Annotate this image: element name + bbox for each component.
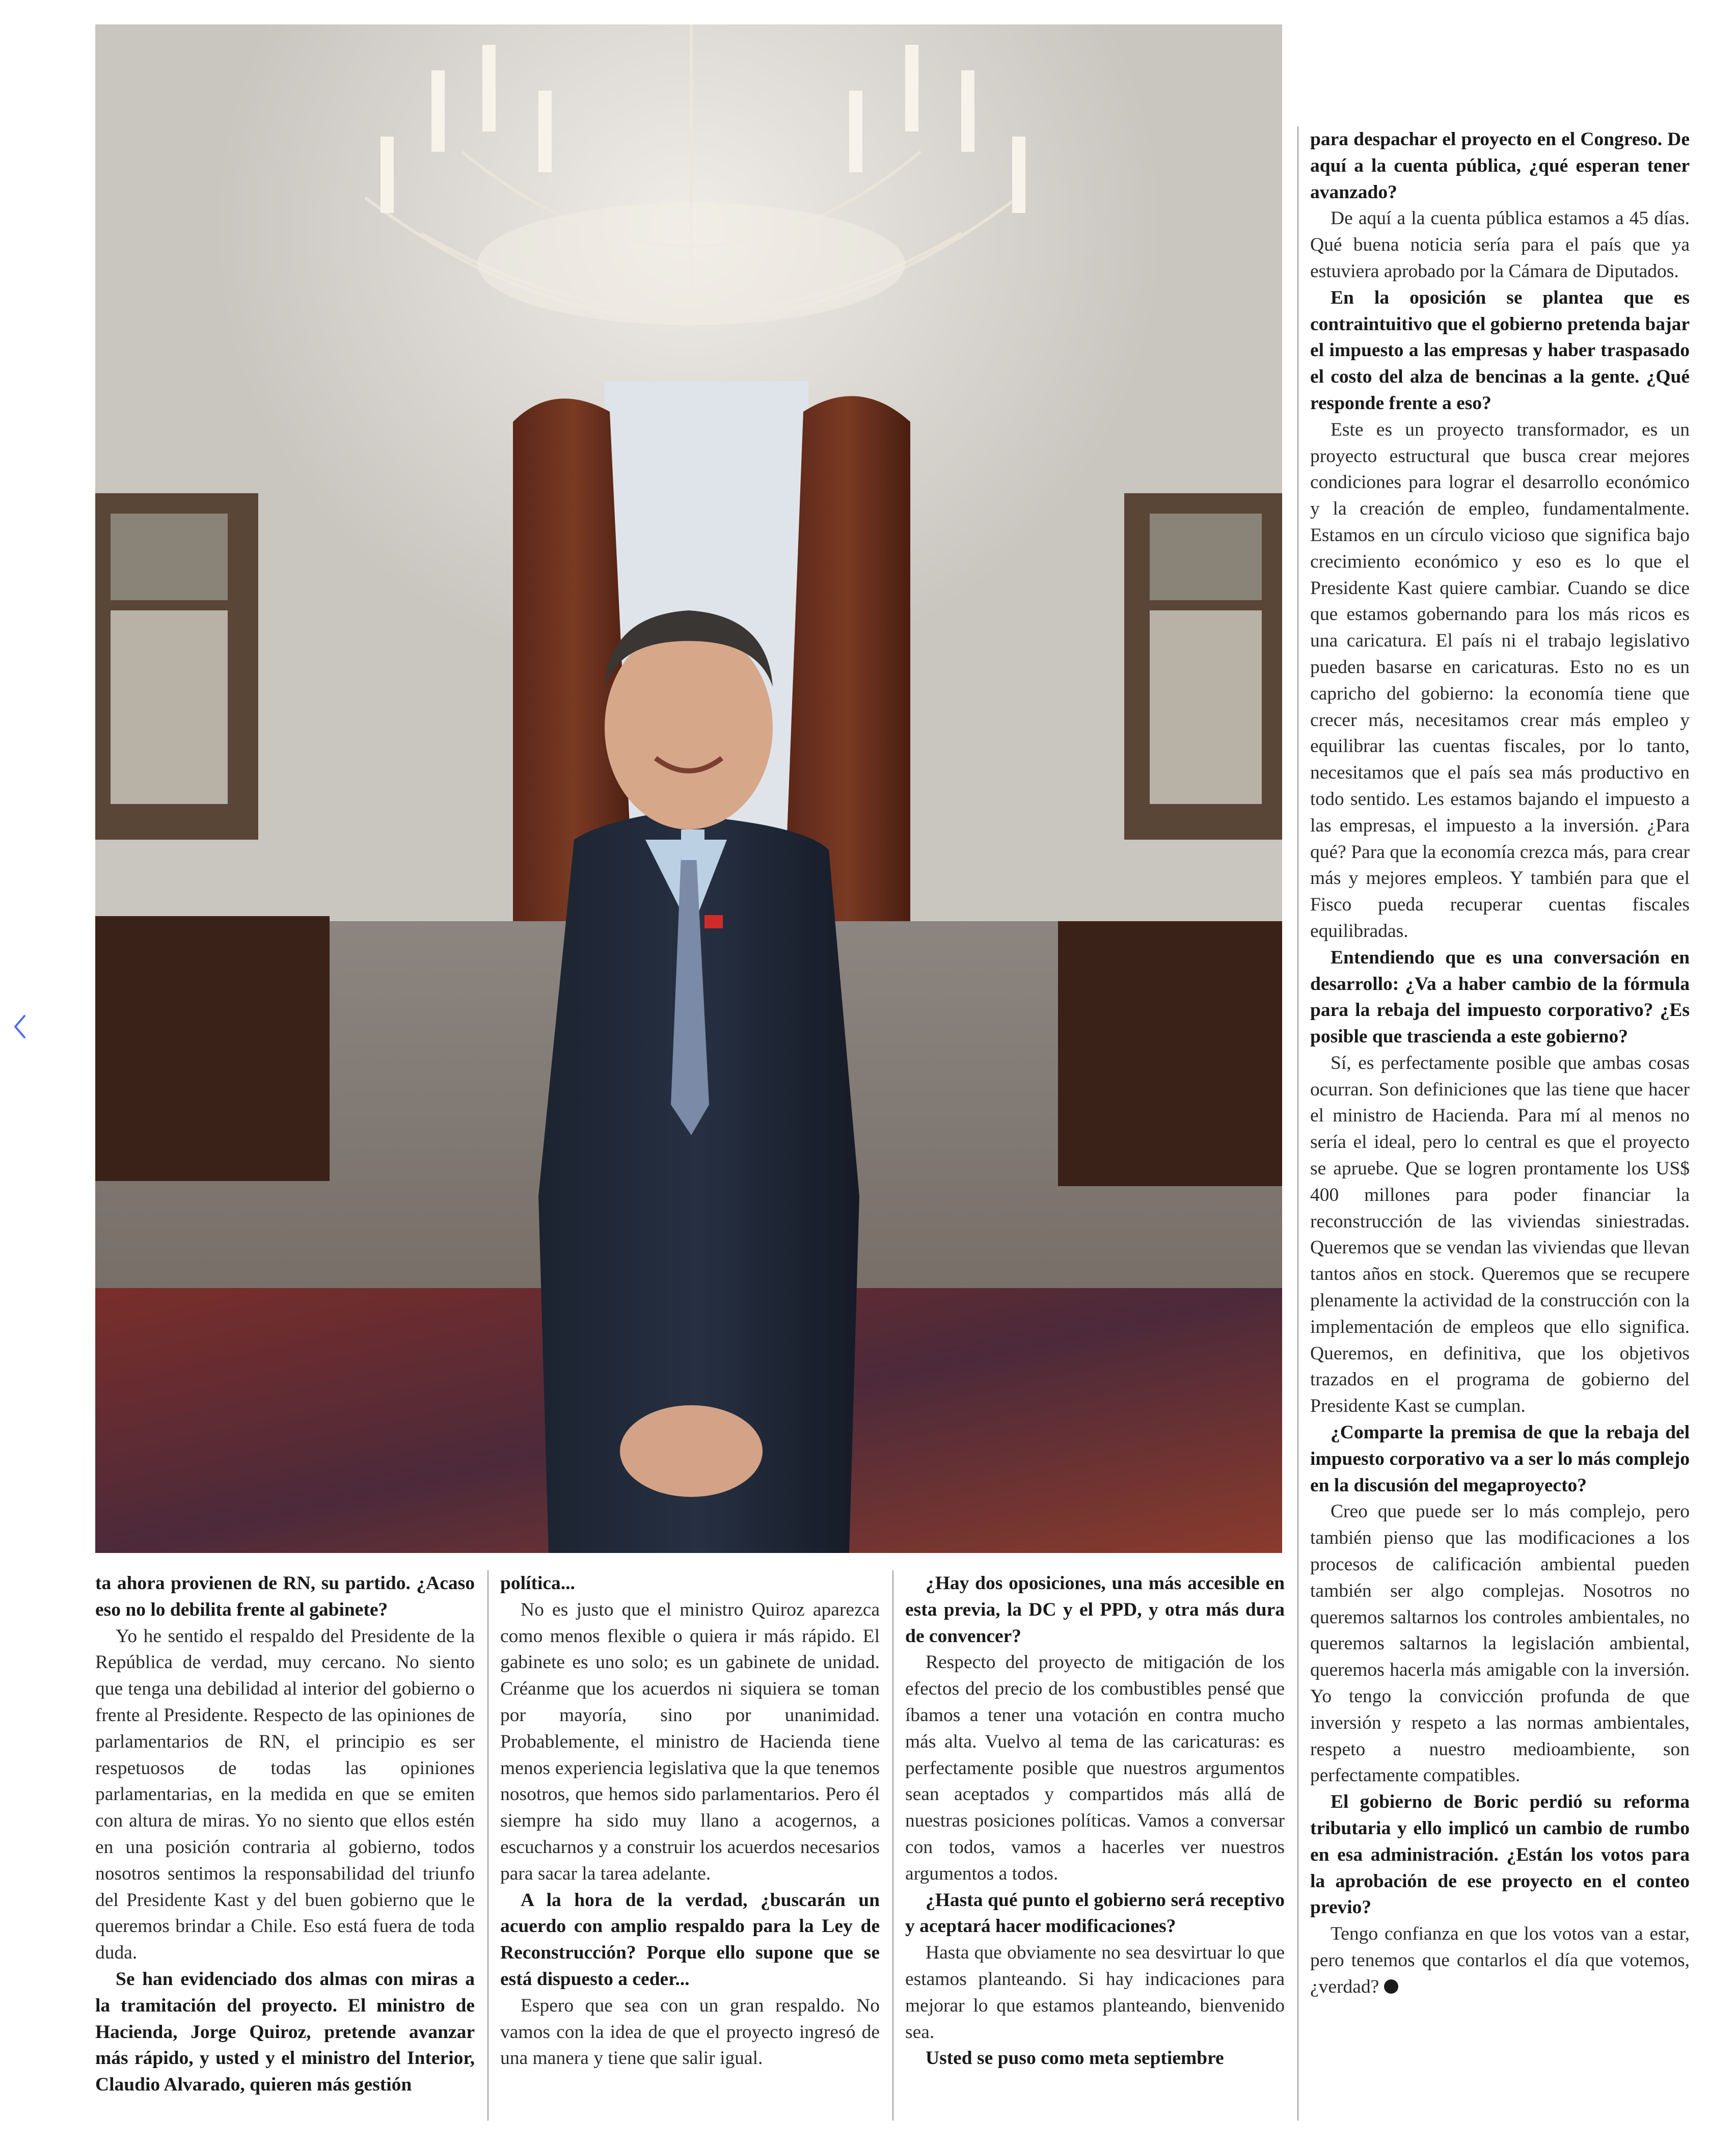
- photo-illustration: [95, 24, 1282, 1553]
- text-column-3: [905, 1570, 1285, 2072]
- answer-paragraph: Respecto del proyecto de mitigación de los efectos del precio de los combustibles pensé que íbamos a tener una votación en contra mucho más alta. Vuelvo al tema de las caricaturas: es perfectamente posible que nuestros argumentos sean aceptados y compartidos más allá de nuestras posiciones políticas. Vamos a conversar con todos, vamos a hacerles ver nuestros argumentos a todos.: [905, 1652, 1285, 1884]
- text-column-1: [95, 1570, 475, 2098]
- answer-paragraph: Espero que sea con un gran respaldo. No vamos con la idea de que el proyecto ingresó de una manera y tiene que salir igual.: [500, 1995, 880, 2069]
- question-paragraph: En la oposición se plantea que es contraintuitivo que el gobierno pretenda bajar el impuesto a las empresas y haber traspasado el costo del alza de bencinas a la gente. ¿Qué responde frente a eso?: [1310, 287, 1690, 414]
- column-rule: [487, 1570, 489, 2121]
- question-paragraph: A la hora de la verdad, ¿buscarán un acuerdo con amplio respaldo para la Ley de Reconstrucción? Porque ello supone que se está dispuesto a ceder...: [500, 1889, 880, 1990]
- column-rule: [1297, 126, 1298, 2121]
- question-paragraph: Se han evidenciado dos almas con miras a la tramitación del proyecto. El ministro de Hacienda, Jorge Quiroz, pretende avanzar más rápido, y usted y el ministro del Interior, Claudio Alvarado, quieren más gestión: [95, 1968, 475, 2096]
- answer-paragraph: De aquí a la cuenta pública estamos a 45 días. Qué buena noticia sería para el país que ya estuviera aprobado por la Cámara de Diputados.: [1310, 208, 1690, 282]
- previous-page-button[interactable]: [7, 1006, 33, 1047]
- bullet-end-icon: [1384, 1979, 1398, 1994]
- answer-paragraph: Hasta que obviamente no sea desvirtuar lo que estamos planteando. Si hay indicaciones para mejorar lo que estamos planteando, bienvenido sea.: [905, 1942, 1285, 2043]
- question-paragraph: ta ahora provienen de RN, su partido. ¿Acaso eso no lo debilita frente al gabinete?: [95, 1573, 475, 1620]
- question-paragraph: El gobierno de Boric perdió su reforma tributaria y ello implicó un cambio de rumbo en esa administración. ¿Están los votos para la aprobación de ese proyecto en el conteo previo?: [1310, 1791, 1690, 1918]
- answer-paragraph: Creo que puede ser lo más complejo, pero también pienso que las modificaciones a los procesos de calificación ambiental pueden también ser algo complejas. Nosotros no queremos saltarnos los controles ambientales, no queremos saltarnos la legislación ambiental, queremos hacerla más amigable con la inversión. Yo tengo la convicción profunda de que inversión y respeto a las normas ambientales, respeto a nuestro medioambiente, son perfectamente compatibles.: [1310, 1501, 1690, 1786]
- text-column-2: [500, 1570, 880, 2072]
- closing-text: Tengo confianza en que los votos van a estar, pero tenemos que contarlos el día que votemos, ¿verdad?: [1310, 1923, 1690, 1997]
- question-paragraph: para despachar el proyecto en el Congreso. De aquí a la cuenta pública, ¿qué esperan tener avanzado?: [1310, 129, 1690, 203]
- portrait-photo: [95, 24, 1282, 1553]
- chevron-left-icon: [12, 1014, 28, 1039]
- column-rule: [892, 1570, 893, 2121]
- question-paragraph: ¿Hasta qué punto el gobierno será receptivo y aceptará hacer modificaciones?: [905, 1889, 1285, 1937]
- question-paragraph: ¿Hay dos oposiciones, una más accesible en esta previa, la DC y el PPD, y otra más dura de convencer?: [905, 1573, 1285, 1647]
- question-paragraph: Usted se puso como meta septiembre: [926, 2048, 1224, 2069]
- answer-paragraph: Este es un proyecto transformador, es un proyecto estructural que busca crear mejores condiciones para lograr el desarrollo económico y la creación de empleo, fundamentalmente. Estamos en un círculo vicioso que significa bajo crecimiento económico y eso es lo que el Presidente Kast quiere cambiar. Cuando se dice que estamos gobernando para los más ricos es una caricatura. El país ni el trabajo legislativo pueden basarse en caricaturas. Esto no es un capricho del gobierno: la economía tiene que crecer más, necesitamos crear más empleo y equilibrar las cuentas fiscales, por lo tanto, necesitamos que el país sea más productivo en todo sentido. Les estamos bajando el impuesto a las empresas, el impuesto a la inversión. ¿Para qué? Para que la economía crezca más, para crear más y mejores empleos. Y también para que el Fisco pueda recuperar cuentas fiscales equilibradas.: [1310, 419, 1690, 942]
- text-column-4: [1310, 126, 1690, 2000]
- answer-paragraph: Sí, es perfectamente posible que ambas cosas ocurran. Son definiciones que las tiene que hacer el ministro de Hacienda. Para mí al menos no sería el ideal, pero lo central es que el proyecto se apruebe. Que se logren prontamente los US$ 400 millones para poder financiar la reconstrucción de las viviendas siniestradas. Queremos que se vendan las viviendas que llevan tantos años en stock. Queremos que se recupere plenamente la actividad de la construcción con la implementación de empleos que ello significa. Queremos, en definitiva, que los objetivos trazados en el programa de gobierno del Presidente Kast se cumplan.: [1310, 1052, 1690, 1417]
- answer-paragraph: No es justo que el ministro Quiroz aparezca como menos flexible o quiera ir más rápido. El gabinete es uno solo; es un gabinete de unidad. Créanme que los acuerdos ni siquiera se toman por mayoría, sino por unanimidad. Probablemente, el ministro de Hacienda tiene menos experiencia legislativa que la que tenemos nosotros, que hemos sido parlamentarios. Pero él siempre ha sido muy llano a acogernos, a escucharnos y a construir los acuerdos necesarios para sacar la tarea adelante.: [500, 1599, 880, 1884]
- question-paragraph: Entendiendo que es una conversación en desarrollo: ¿Va a haber cambio de la fórmula para la rebaja del impuesto corporativo? ¿Es posible que trascienda a este gobierno?: [1310, 947, 1690, 1048]
- question-paragraph: ¿Comparte la premisa de que la rebaja del impuesto corporativo va a ser lo más complejo en la discusión del megaproyecto?: [1310, 1422, 1690, 1496]
- closing-paragraph: [1310, 1921, 1690, 2000]
- answer-paragraph: Yo he sentido el respaldo del Presidente de la República de verdad, muy cercano. No siento que tenga una debilidad al interior del gobierno o frente al Presidente. Respecto de las opiniones de parlamentarios de RN, el principio es ser respetuosos de todas las opiniones parlamentarias, en la medida en que se emiten con altura de miras. Yo no siento que ellos estén en una posición contraria al gobierno, todos nosotros sentimos la responsabilidad del triunfo del Presidente Kast y del buen gobierno que le queremos brindar a Chile. Eso está fuera de toda duda.: [95, 1625, 475, 1964]
- question-paragraph: política...: [500, 1573, 575, 1594]
